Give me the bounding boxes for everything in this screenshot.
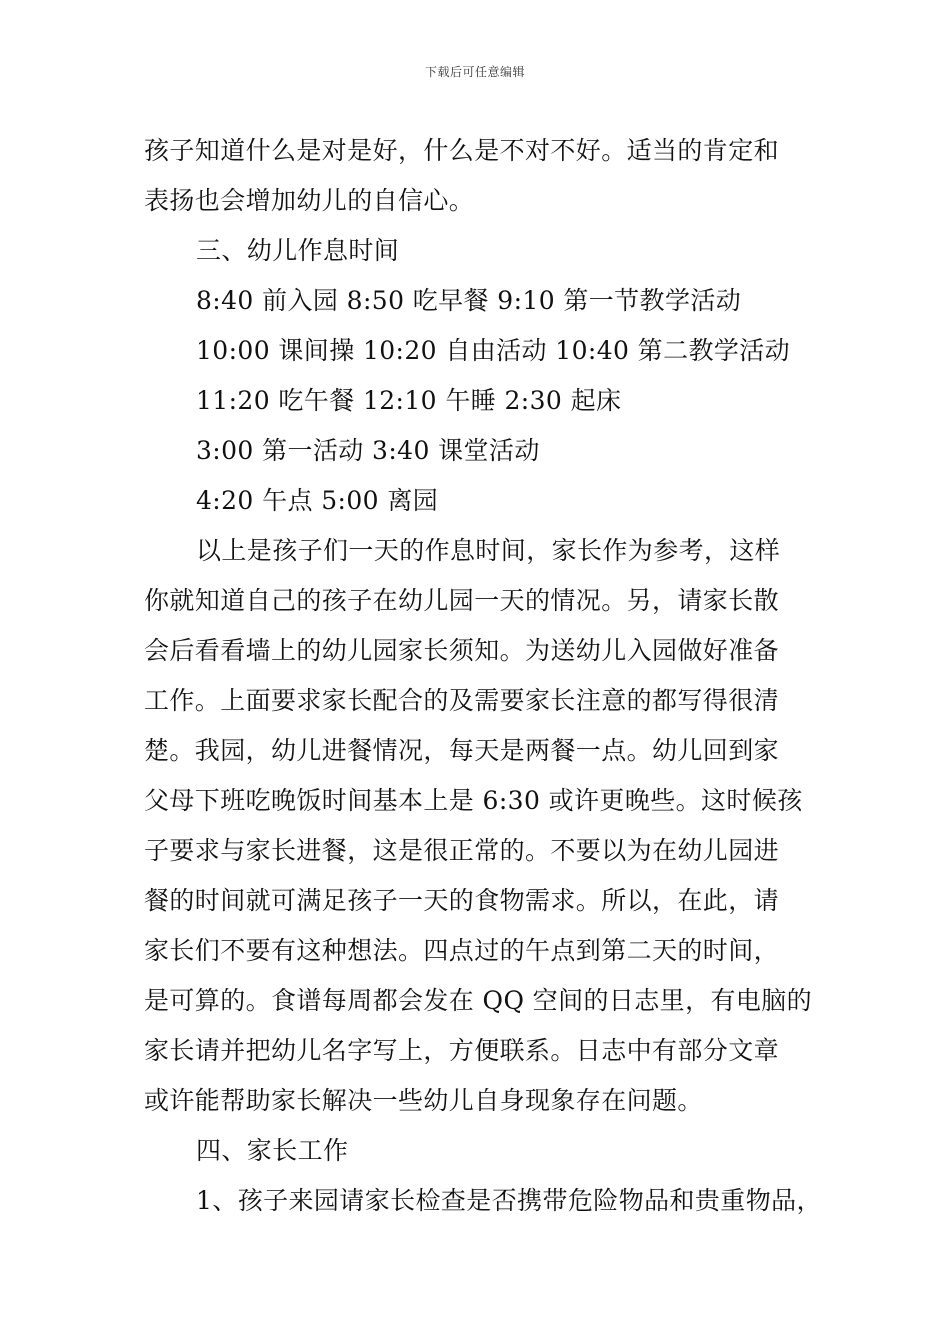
schedule-line: 4:20 午点 5:00 离园 <box>196 486 439 515</box>
schedule-line: 8:40 前入园 8:50 吃早餐 9:10 第一节教学活动 <box>196 286 742 315</box>
schedule-line: 3:00 第一活动 3:40 课堂活动 <box>196 436 540 465</box>
text-line: 父母下班吃晚饭时间基本上是 6:30 或许更晚些。这时候孩 <box>144 786 803 815</box>
text-line: 或许能帮助家长解决一些幼儿自身现象存在问题。 <box>144 1086 703 1115</box>
text-line: 子要求与家长进餐，这是很正常的。不要以为在幼儿园进 <box>144 836 780 865</box>
text-line: 楚。我园，幼儿进餐情况，每天是两餐一点。幼儿回到家 <box>144 736 780 765</box>
text-line: 表扬也会增加幼儿的自信心。 <box>144 186 475 215</box>
schedule-line: 10:00 课间操 10:20 自由活动 10:40 第二教学活动 <box>196 336 791 365</box>
schedule-line: 11:20 吃午餐 12:10 午睡 2:30 起床 <box>196 386 622 415</box>
page-header: 下载后可任意编辑 <box>424 65 525 79</box>
text-line: 家长请并把幼儿名字写上，方便联系。日志中有部分文章 <box>144 1036 780 1065</box>
text-line: 会后看看墙上的幼儿园家长须知。为送幼儿入园做好准备 <box>144 636 780 665</box>
document-body <box>144 126 834 1226</box>
section-heading: 四、家长工作 <box>196 1136 349 1165</box>
text-line: 你就知道自己的孩子在幼儿园一天的情况。另，请家长散 <box>144 586 780 615</box>
text-line: 家长们不要有这种想法。四点过的午点到第二天的时间， <box>144 936 780 965</box>
text-line: 是可算的。食谱每周都会发在 QQ 空间的日志里，有电脑的 <box>144 986 813 1015</box>
list-item: 1、孩子来园请家长检查是否携带危险物品和贵重物品， <box>196 1186 822 1215</box>
paragraph-start: 以上是孩子们一天的作息时间，家长作为参考，这样 <box>196 536 781 565</box>
section-heading: 三、幼儿作息时间 <box>196 236 400 265</box>
text-line: 餐的时间就可满足孩子一天的食物需求。所以，在此，请 <box>144 886 780 915</box>
text-line: 工作。上面要求家长配合的及需要家长注意的都写得很清 <box>144 686 780 715</box>
text-line: 孩子知道什么是对是好，什么是不对不好。适当的肯定和 <box>144 136 780 165</box>
